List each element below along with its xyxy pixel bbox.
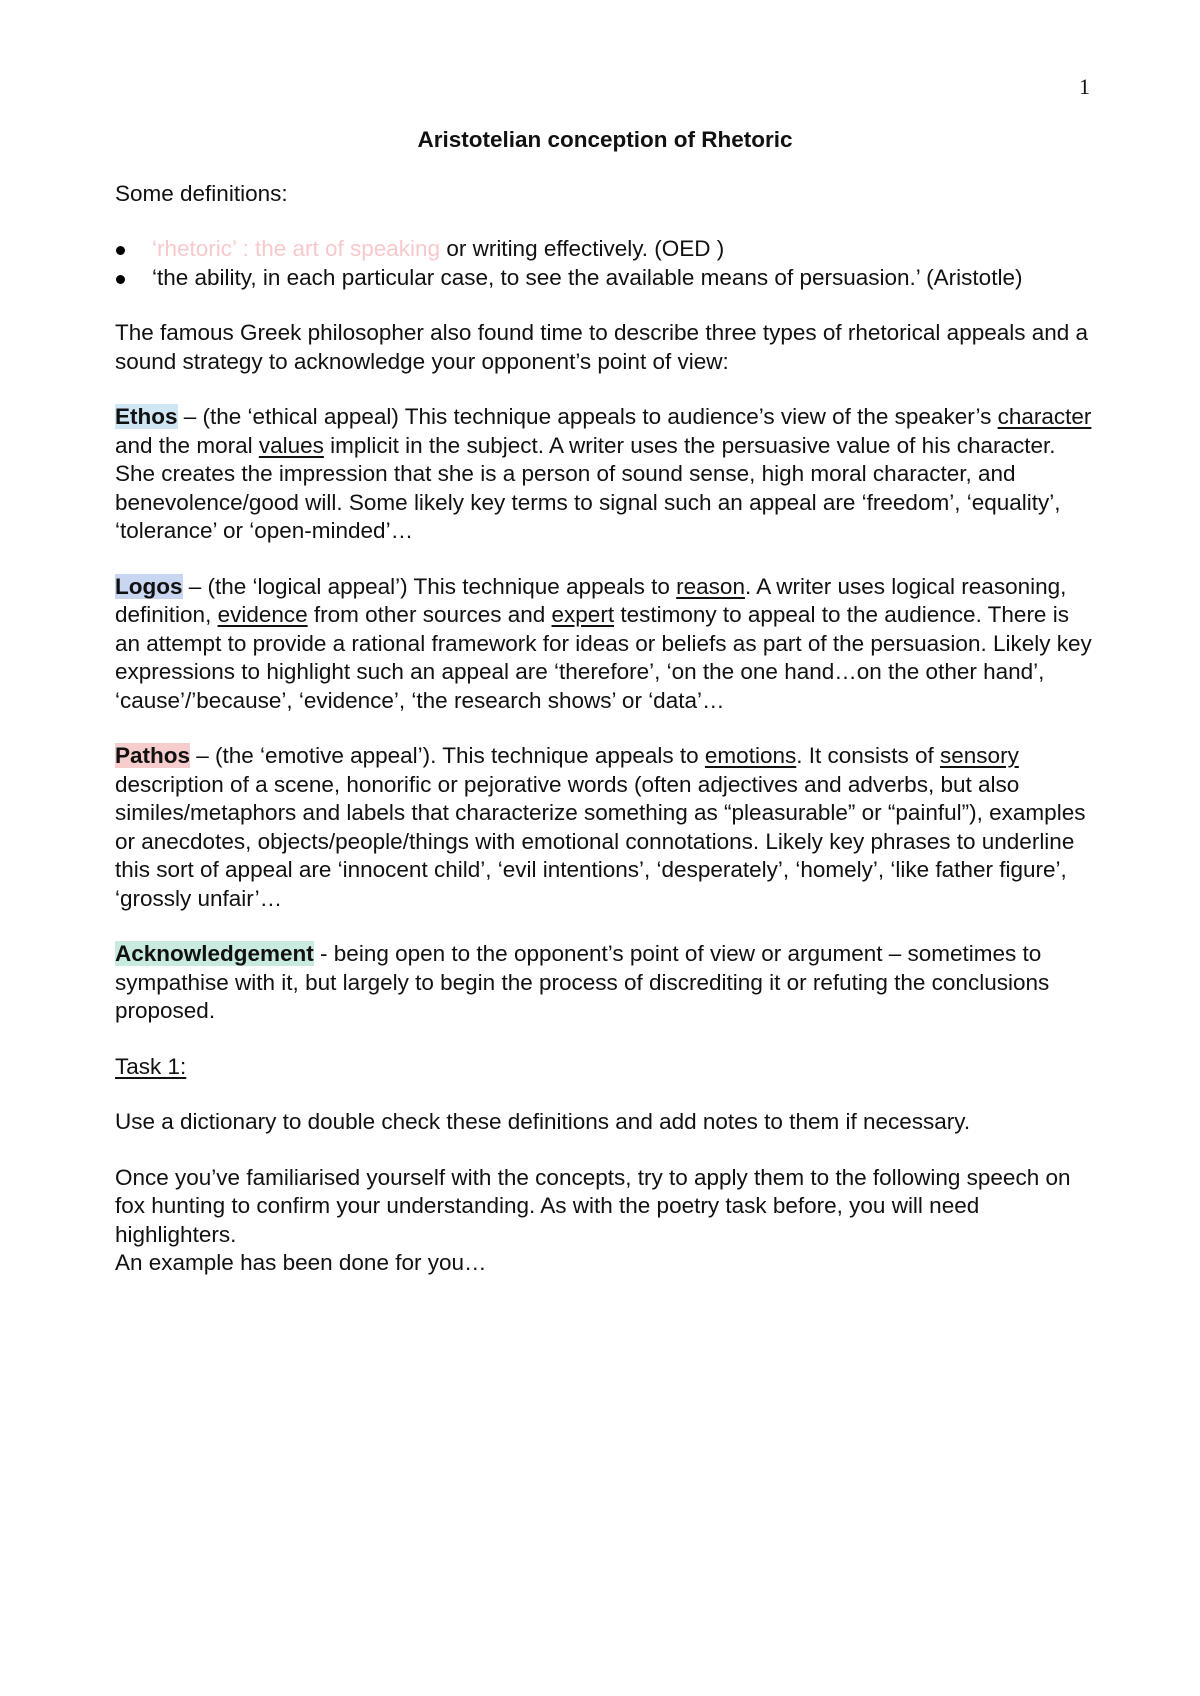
acknowledgement-text: - being open to the opponent’s point of view or argument – sometimes to sympathise with it, but largely to begin the process of discrediting it or refuting the conclusions proposed. (115, 941, 1050, 1023)
logos-underlined-evidence: evidence (217, 602, 308, 627)
ethos-paragraph (115, 403, 1095, 546)
document-title: Aristotelian conception of Rhetoric (417, 127, 793, 152)
pathos-text: – (the ‘emotive appeal’). This technique appeals to (190, 743, 705, 768)
definition-text: or writing effectively. (OED ) (440, 236, 725, 261)
closing-example-line: An example has been done for you… (115, 1250, 487, 1275)
pathos-paragraph (115, 742, 1095, 913)
pathos-text: description of a scene, honorific or pejorative words (often adjectives and adverbs, but also similes/metaphors and labels that characterize something as “pleasurable” or “painful”), examples or anecdotes, objects/people/things with emotional connotations. Likely key phrases to underline this sort of appeal are ‘innocent child’, ‘evil intentions’, ‘desperately’, ‘homely’, ‘like father figure’, ‘grossly unfair’… (115, 771, 1086, 911)
logos-term: Logos (115, 573, 183, 599)
logos-underlined-reason: reason (676, 573, 745, 599)
task-heading (115, 1053, 1095, 1082)
page-number: 1 (1079, 74, 1090, 99)
logos-text: . A writer uses logical reasoning, definition, (115, 573, 1067, 627)
pathos-underlined-sensory: sensory (940, 743, 1019, 768)
definition-item-aristotle (115, 264, 1095, 293)
closing-paragraph: Once you’ve familiarised yourself with the concepts, try to apply them to the following speech on fox hunting to confirm your understanding. As with the poetry task before, you will need highlighters. (115, 1164, 1071, 1247)
definitions-list (115, 235, 1095, 292)
acknowledgement-paragraph (115, 940, 1095, 1026)
pathos-term: Pathos (115, 743, 191, 768)
task-heading-text: Task 1: (115, 1053, 187, 1079)
ethos-text: implicit in the subject. A writer uses the persuasive value of his character. She creates the impression that she is a person of sound sense, high moral character, and benevolence/good will. Some likely key terms to signal such an appeal are ‘freedom’, ‘equality’, ‘tolerance’ or ‘open-minded’… (115, 432, 1061, 543)
ethos-underlined-character: character (997, 404, 1092, 429)
definitions-intro: Some definitions: (115, 180, 288, 206)
document-body (115, 126, 1095, 1305)
pathos-underlined-emotions: emotions (704, 743, 797, 768)
pathos-text: . It consists of (796, 743, 941, 768)
logos-text: from other sources and (307, 602, 552, 627)
ethos-term: Ethos (115, 404, 178, 429)
logos-text: testimony to appeal to the audience. There is an attempt to provide a rational framework for ideas or beliefs as part of the persuasion. Likely key expressions to highlight such an appeal are ‘therefore’, ‘on the one hand…on the other hand’, ‘cause’/’because’, ‘evidence’, ‘the research shows’ or ‘data’… (115, 602, 1092, 713)
logos-underlined-expert: expert (551, 602, 615, 627)
acknowledgement-term: Acknowledgement (115, 941, 314, 966)
ethos-text: – (the ‘ethical appeal) This technique appeals to audience’s view of the speaker’s (177, 404, 998, 429)
ethos-text: and the moral (115, 432, 259, 458)
ethos-underlined-values: values (258, 432, 324, 458)
definition-text: ‘the ability, in each particular case, to see the available means of persuasion.’ (Aristotle) (152, 264, 1023, 290)
definition-item-oed (115, 235, 1095, 264)
logos-text: – (the ‘logical appeal’) This technique appeals to (182, 573, 677, 599)
definition-highlighted-text: ‘rhetoric’ : the art of speaking (152, 236, 441, 261)
task-instruction: Use a dictionary to double check these definitions and add notes to them if necessary. (115, 1109, 971, 1134)
lead-paragraph: The famous Greek philosopher also found time to describe three types of rhetorical appeals and a sound strategy to acknowledge your opponent’s point of view: (115, 320, 1089, 374)
logos-paragraph (115, 573, 1095, 716)
